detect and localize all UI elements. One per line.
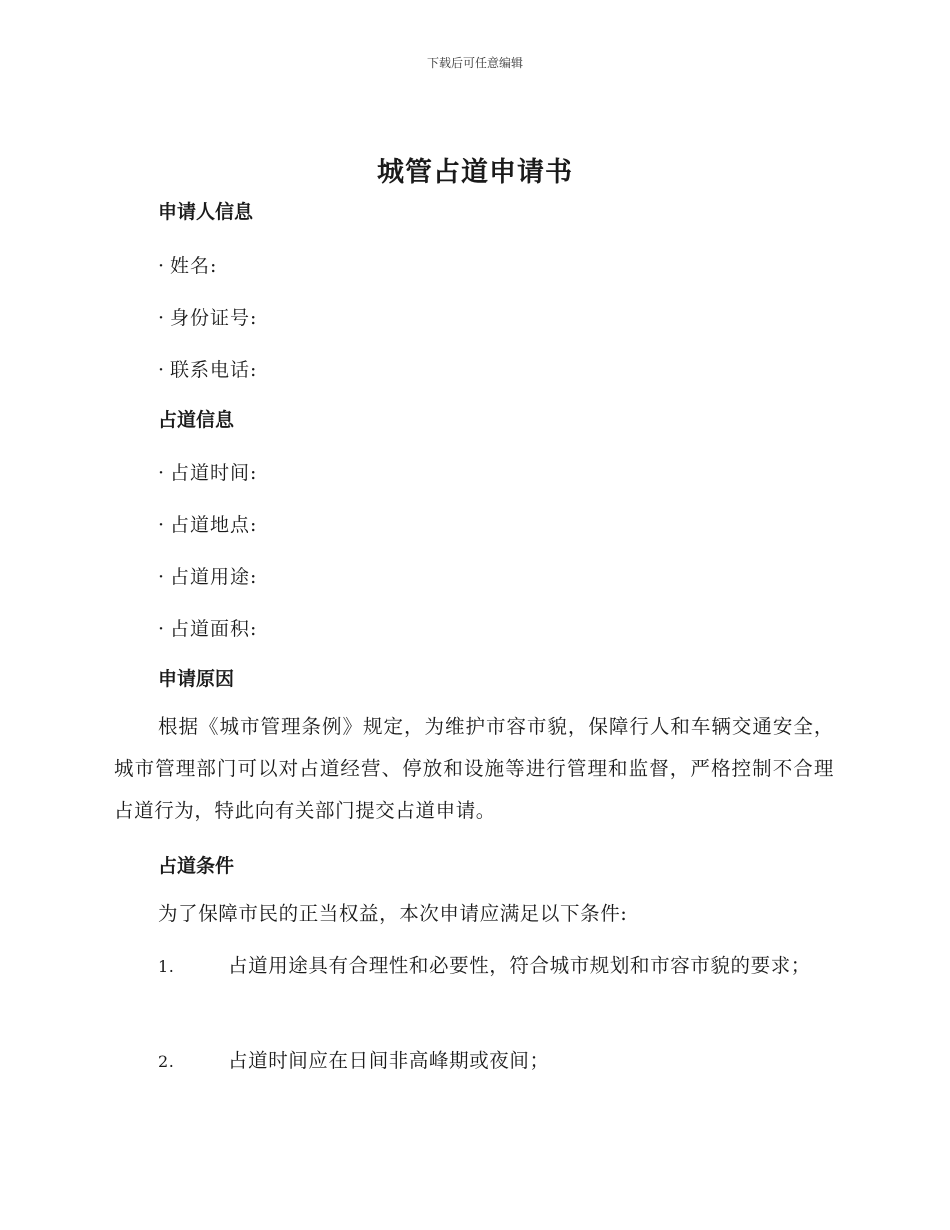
item-text: 占道用途具有合理性和必要性，符合城市规划和市容市貌的要求； [228, 954, 811, 977]
conditions-intro: 为了保障市民的正当权益，本次申请应满足以下条件: [158, 902, 628, 925]
document-title: 城管占道申请书 [377, 157, 573, 188]
field-occupation-location [158, 510, 257, 537]
field-label: 占道面积: [170, 618, 258, 640]
condition-item-2 [114, 1040, 834, 1083]
condition-item-1 [114, 945, 834, 988]
field-id-number [158, 303, 257, 330]
bullet-dot: · [158, 618, 166, 640]
bullet-dot: · [158, 566, 166, 588]
field-label: 身份证号: [170, 307, 258, 329]
field-occupation-area [158, 614, 257, 641]
bullet-dot: · [158, 462, 166, 484]
item-number: 2. [158, 1052, 175, 1071]
bullet-dot: · [158, 255, 166, 277]
item-text: 占道时间应在日间非高峰期或夜间； [228, 1049, 550, 1072]
page-header: 下载后可任意编辑 [426, 56, 523, 70]
item-number: 1. [158, 957, 175, 976]
bullet-dot: · [158, 307, 166, 329]
bullet-dot: · [158, 359, 166, 381]
section-heading-applicant: 申请人信息 [158, 201, 254, 223]
reason-paragraph: 根据《城市管理条例》规定，为维护市容市貌，保障行人和车辆交通安全，城市管理部门可以对占道经营、停放和设施等进行管理和监督，严格控制不合理占道行为，特此向有关部门提交占道申请。 [114, 715, 834, 822]
section-heading-reason: 申请原因 [158, 668, 235, 690]
field-occupation-purpose [158, 562, 257, 589]
field-label: 占道时间: [170, 462, 258, 484]
section-heading-occupation: 占道信息 [158, 409, 235, 431]
bullet-dot: · [158, 514, 166, 536]
field-label: 占道地点: [170, 514, 258, 536]
field-name [158, 251, 217, 278]
field-label: 占道用途: [170, 566, 258, 588]
field-label: 姓名: [170, 255, 218, 277]
section-heading-conditions: 占道条件 [158, 855, 235, 877]
field-occupation-time [158, 458, 257, 485]
field-label: 联系电话: [170, 359, 258, 381]
field-phone [158, 355, 257, 382]
